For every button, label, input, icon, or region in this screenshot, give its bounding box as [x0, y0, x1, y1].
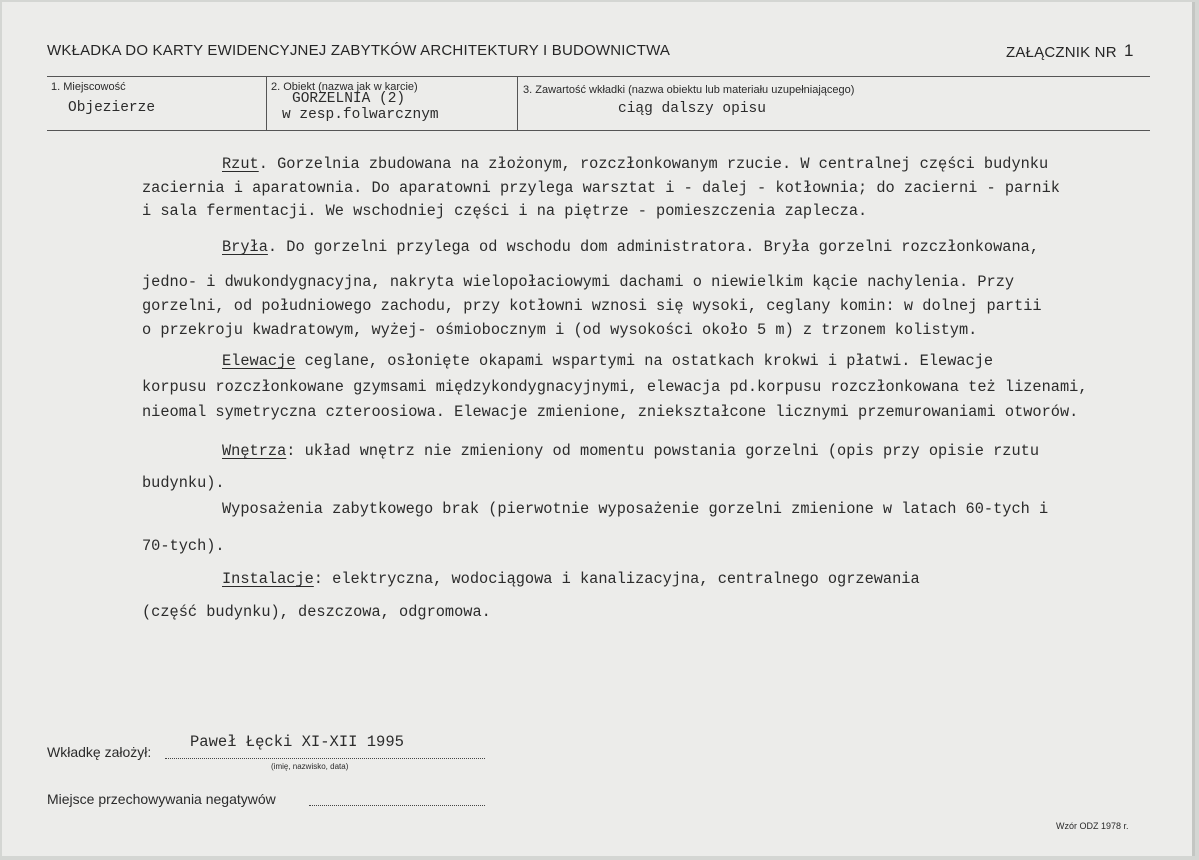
locality-label: 1. Miejscowość — [51, 81, 126, 93]
elewacje-heading: Elewacje — [222, 352, 296, 370]
bryla-line-3: gorzelni, od południowego zachodu, przy kotłowni wznosi się wysoki, ceglany komin: w dolnej partii — [142, 297, 1042, 315]
column-divider-2 — [517, 76, 518, 130]
negatives-dotted-line — [309, 805, 485, 806]
rzut-text-1: . Gorzelnia zbudowana na złożonym, rozczłonkowanym rzucie. W centralnej części budynku — [258, 155, 1049, 173]
founded-hint: (imię, nazwisko, data) — [271, 762, 349, 771]
form-code: Wzór ODZ 1978 r. — [1056, 821, 1129, 831]
rzut-line-2: zaciernia i aparatownia. Do aparatowni przylega warsztat i - dalej - kotłownia; do zacierni - parnik — [142, 179, 1060, 197]
object-value-line2: w zesp.folwarcznym — [282, 107, 439, 123]
elewacje-line-1 — [222, 352, 993, 370]
wnetrza-heading: Wnętrza — [222, 442, 287, 460]
locality-value: Objezierze — [68, 100, 156, 116]
wnetrza-text-1: : układ wnętrz nie zmieniony od momentu powstania gorzelni (opis przy opisie rzutu — [286, 442, 1039, 460]
attachment-label: ZAŁĄCZNIK NR — [1006, 44, 1117, 61]
negatives-label: Miejsce przechowywania negatywów — [47, 791, 276, 807]
wnetrza-line-1 — [222, 442, 1039, 460]
instalacje-text-1: : elektryczna, wodociągowa i kanalizacyjna, centralnego ogrzewania — [313, 570, 920, 588]
form-title: WKŁADKA DO KARTY EWIDENCYJNEJ ZABYTKÓW ARCHITEKTURY I BUDOWNICTWA — [47, 42, 671, 59]
wyposazenie-line-2: 70-tych). — [142, 537, 225, 555]
rzut-line-1 — [222, 155, 1048, 173]
instalacje-heading: Instalacje — [222, 570, 314, 588]
wyposazenie-line-1: Wyposażenia zabytkowego brak (pierwotnie wyposażenie gorzelni zmienione w latach 60-tych i — [222, 500, 1049, 518]
content-value: ciąg dalszy opisu — [618, 101, 766, 117]
elewacje-line-3: nieomal symetryczna czteroosiowa. Elewacje zmienione, zniekształcone licznymi przemurowaniami otworów. — [142, 403, 1079, 421]
instalacje-line-2: (część budynku), deszczowa, odgromowa. — [142, 603, 491, 621]
founded-value: Paweł Łęcki XI-XII 1995 — [190, 733, 404, 751]
bryla-line-2: jedno- i dwukondygnacyjna, nakryta wielopołaciowymi dachami o niewielkim kącie nachylenia. Przy — [142, 273, 1015, 291]
instalacje-line-1 — [222, 570, 920, 588]
content-label: 3. Zawartość wkładki (nazwa obiektu lub materiału uzupełniającego) — [523, 84, 855, 96]
object-value-line1: GORZELNIA (2) — [292, 91, 406, 107]
bryla-text-1: . Do gorzelni przylega od wschodu dom administratora. Bryła gorzelni rozczłonkowana, — [267, 238, 1039, 256]
bryla-line-1 — [222, 238, 1039, 256]
table-bottom-rule — [47, 130, 1150, 131]
column-divider-1 — [266, 76, 267, 130]
founded-dotted-line — [165, 758, 485, 759]
founded-label: Wkładkę założył: — [47, 744, 152, 760]
rzut-heading: Rzut — [222, 155, 259, 173]
wnetrza-line-2: budynku). — [142, 474, 225, 492]
object-label: 2. Obiekt (nazwa jak w karcie) — [271, 81, 418, 93]
table-top-rule — [47, 76, 1150, 77]
rzut-line-3: i sala fermentacji. We wschodniej części i na piętrze - pomieszczenia zaplecza. — [142, 202, 868, 220]
bryla-line-4: o przekroju kwadratowym, wyżej- ośmiobocznym i (od wysokości około 5 m) z trzonem kolistym. — [142, 321, 978, 339]
elewacje-line-2: korpusu rozczłonkowane gzymsami międzykondygnacyjnymi, elewacja pd.korpusu rozczłonkowana też lizenami, — [142, 378, 1088, 396]
elewacje-text-1: ceglane, osłonięte okapami wspartymi na ostatkach krokwi i płatwi. Elewacje — [295, 352, 994, 370]
bryla-heading: Bryła — [222, 238, 268, 256]
attachment-number: 1 — [1124, 41, 1134, 60]
